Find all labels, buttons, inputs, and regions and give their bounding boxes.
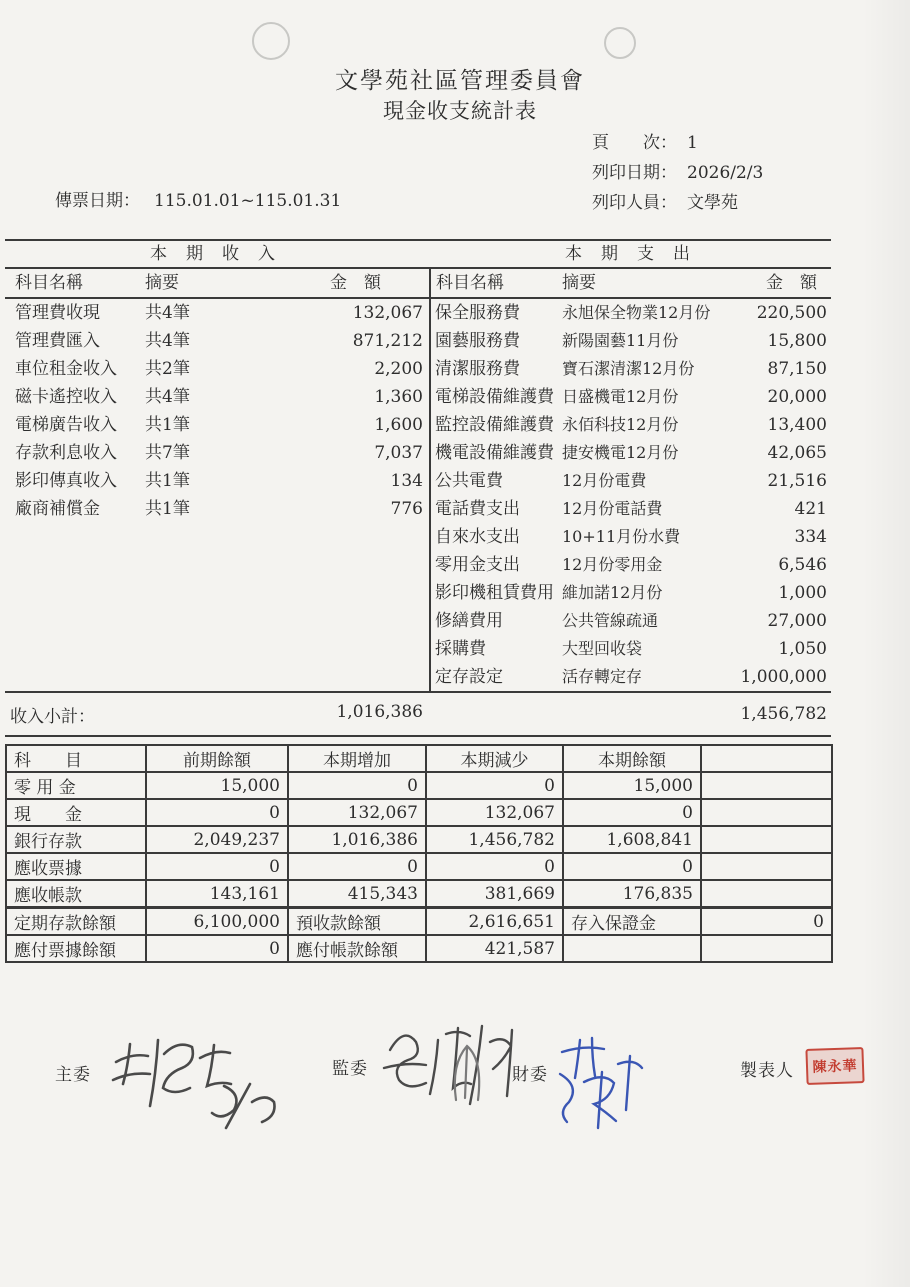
balance-row xyxy=(6,853,832,880)
income-account: 廠商補償金 xyxy=(15,499,100,519)
expense-account: 公共電費 xyxy=(435,471,503,491)
expense-summary: 12月份電費 xyxy=(562,471,647,490)
expense-summary: 寶石潔清潔12月份 xyxy=(562,359,695,378)
expense-amount: 421 xyxy=(794,499,827,519)
expense-account: 影印機租賃費用 xyxy=(435,583,554,603)
income-expense-table xyxy=(5,239,831,737)
finance-signature xyxy=(548,1028,666,1136)
balance-cell: 0 xyxy=(563,799,701,826)
balance-summary-table xyxy=(5,744,833,963)
balance-cell: 0 xyxy=(701,908,832,936)
expense-amount: 27,000 xyxy=(767,611,827,631)
income-summary: 共2筆 xyxy=(145,359,190,379)
balance-cell: 預收款餘額 xyxy=(288,908,426,936)
income-summary: 共4筆 xyxy=(145,387,190,407)
income-row xyxy=(5,439,429,467)
income-header-summary: 摘要 xyxy=(145,273,179,293)
expense-summary: 12月份電話費 xyxy=(562,499,663,518)
income-account: 電梯廣告收入 xyxy=(15,415,117,435)
expense-account: 監控設備維護費 xyxy=(435,415,554,435)
balance-cell: 0 xyxy=(563,853,701,880)
income-amount: 2,200 xyxy=(374,359,423,379)
print-date-label: 列印日期： xyxy=(592,163,677,183)
balance-cell: 415,343 xyxy=(288,880,426,908)
expense-row xyxy=(431,523,831,551)
subtotal-row xyxy=(5,693,831,735)
income-amount: 776 xyxy=(390,499,423,519)
balance-header-current: 本期餘額 xyxy=(563,745,701,772)
expense-account: 保全服務費 xyxy=(435,303,520,323)
chair-label: 主委 xyxy=(55,1065,91,1085)
income-amount: 1,600 xyxy=(374,415,423,435)
income-amount: 134 xyxy=(390,471,423,491)
income-account: 磁卡遙控收入 xyxy=(15,387,117,407)
expense-account: 修繕費用 xyxy=(435,611,503,631)
expense-account: 機電設備維護費 xyxy=(435,443,554,463)
balance-cell: 0 xyxy=(288,772,426,799)
expense-summary: 日盛機電12月份 xyxy=(562,387,679,406)
expense-total-amount: 1,456,782 xyxy=(740,704,827,724)
expense-row xyxy=(431,607,831,635)
balance-cell: 421,587 xyxy=(426,935,563,962)
income-subtotal-amount: 1,016,386 xyxy=(336,701,423,722)
expense-section-title: 本 期 支 出 xyxy=(565,244,691,264)
balance-cell: 零 用 金 xyxy=(6,772,146,799)
income-row xyxy=(5,495,429,523)
expense-amount: 13,400 xyxy=(767,415,827,435)
finance-label: 財委 xyxy=(512,1065,548,1085)
expense-row xyxy=(431,635,831,663)
expense-account: 電話費支出 xyxy=(435,499,520,519)
document-subtitle: 現金收支統計表 xyxy=(383,99,537,123)
expense-row xyxy=(431,495,831,523)
balance-cell: 1,456,782 xyxy=(426,826,563,853)
expense-rows xyxy=(429,299,831,691)
balance-cell xyxy=(563,935,701,962)
document-title: 文學苑社區管理委員會 xyxy=(335,68,585,94)
balance-row xyxy=(6,826,832,853)
balance-cell xyxy=(701,799,832,826)
balance-cell: 143,161 xyxy=(146,880,288,908)
balance-header-prev: 前期餘額 xyxy=(146,745,288,772)
balance-cell: 定期存款餘額 xyxy=(6,908,146,936)
column-header-row xyxy=(5,269,831,299)
page-number-value: 1 xyxy=(687,133,698,153)
balance-cell: 1,016,386 xyxy=(288,826,426,853)
chair-signature xyxy=(100,1022,300,1137)
income-header-amount: 金 額 xyxy=(330,273,381,293)
income-summary: 共1筆 xyxy=(145,471,190,491)
balance-cell: 2,616,651 xyxy=(426,908,563,936)
expense-amount: 42,065 xyxy=(767,443,827,463)
income-summary: 共4筆 xyxy=(145,331,190,351)
supervisor-label: 監委 xyxy=(332,1059,368,1079)
income-column-headers xyxy=(5,269,429,297)
expense-summary: 10+11月份水費 xyxy=(562,527,681,546)
balance-row xyxy=(6,772,832,799)
income-row xyxy=(5,355,429,383)
expense-summary: 維加諾12月份 xyxy=(562,583,663,602)
expense-summary: 捷安機電12月份 xyxy=(562,443,679,462)
balance-cell: 381,669 xyxy=(426,880,563,908)
income-subtotal-label: 收入小計： xyxy=(10,706,95,727)
print-date-value: 2026/2/3 xyxy=(687,163,764,183)
expense-row xyxy=(431,355,831,383)
page-number-label: 頁 次： xyxy=(592,133,677,153)
income-account: 存款利息收入 xyxy=(15,443,117,463)
balance-cell: 1,608,841 xyxy=(563,826,701,853)
income-account: 影印傳真收入 xyxy=(15,471,117,491)
expense-summary: 公共管線疏通 xyxy=(562,611,659,630)
expense-row xyxy=(431,439,831,467)
income-amount: 7,037 xyxy=(374,443,423,463)
income-row xyxy=(5,327,429,355)
income-header-account: 科目名稱 xyxy=(15,273,83,293)
balance-cell: 0 xyxy=(426,853,563,880)
expense-summary: 活存轉定存 xyxy=(562,667,643,686)
balance-header-decrease: 本期減少 xyxy=(426,745,563,772)
income-subtotal xyxy=(5,702,429,727)
print-meta-block xyxy=(592,128,763,218)
income-row xyxy=(5,411,429,439)
expense-amount: 334 xyxy=(794,527,827,547)
income-amount: 871,212 xyxy=(352,331,423,351)
page-number-row xyxy=(592,128,763,158)
balance-header-increase: 本期增加 xyxy=(288,745,426,772)
income-summary: 共1筆 xyxy=(145,415,190,435)
expense-column-headers xyxy=(429,269,831,297)
balance-cell xyxy=(701,935,832,962)
income-amount: 132,067 xyxy=(352,303,423,323)
expense-header-amount: 金 額 xyxy=(766,273,817,293)
balance-cell: 0 xyxy=(146,853,288,880)
balance-cell: 應收票據 xyxy=(6,853,146,880)
balance-cell: 132,067 xyxy=(426,799,563,826)
balance-cell: 132,067 xyxy=(288,799,426,826)
balance-header-row xyxy=(6,745,832,772)
expense-summary: 永佰科技12月份 xyxy=(562,415,679,434)
expense-summary: 新陽園藝11月份 xyxy=(562,331,679,350)
balance-special-row xyxy=(6,908,832,936)
income-amount: 1,360 xyxy=(374,387,423,407)
expense-account: 電梯設備維護費 xyxy=(435,387,554,407)
balance-cell: 存入保證金 xyxy=(563,908,701,936)
balance-cell: 176,835 xyxy=(563,880,701,908)
expense-summary: 12月份零用金 xyxy=(562,555,663,574)
expense-amount: 87,150 xyxy=(767,359,827,379)
expense-row xyxy=(431,299,831,327)
balance-header-blank xyxy=(701,745,832,772)
punch-hole-right xyxy=(604,27,636,59)
print-user-row xyxy=(592,188,763,218)
balance-cell: 15,000 xyxy=(563,772,701,799)
balance-cell: 應付帳款餘額 xyxy=(288,935,426,962)
voucher-date-row xyxy=(55,186,341,211)
expense-summary: 大型回收袋 xyxy=(562,639,643,658)
expense-amount: 220,500 xyxy=(756,303,827,323)
expense-header-summary: 摘要 xyxy=(562,273,596,293)
income-row xyxy=(5,299,429,327)
balance-cell: 6,100,000 xyxy=(146,908,288,936)
expense-header-account: 科目名稱 xyxy=(436,273,504,293)
balance-cell: 現 金 xyxy=(6,799,146,826)
balance-cell xyxy=(701,853,832,880)
income-rows xyxy=(5,299,429,691)
expense-row xyxy=(431,411,831,439)
preparer-stamp: 陳永華 xyxy=(805,1047,864,1085)
expense-row xyxy=(431,327,831,355)
balance-cell xyxy=(701,880,832,908)
income-summary: 共1筆 xyxy=(145,499,190,519)
income-summary: 共7筆 xyxy=(145,443,190,463)
expense-row xyxy=(431,383,831,411)
income-section-title: 本 期 收 入 xyxy=(150,244,276,264)
balance-special-row xyxy=(6,935,832,962)
balance-cell: 應付票據餘額 xyxy=(6,935,146,962)
balance-cell: 0 xyxy=(146,799,288,826)
section-title-row xyxy=(5,241,831,269)
income-row xyxy=(5,383,429,411)
expense-amount: 21,516 xyxy=(767,471,827,491)
balance-cell: 15,000 xyxy=(146,772,288,799)
balance-cell xyxy=(701,826,832,853)
expense-account: 採購費 xyxy=(435,639,486,659)
balance-cell: 0 xyxy=(288,853,426,880)
income-summary: 共4筆 xyxy=(145,303,190,323)
balance-row xyxy=(6,799,832,826)
expense-summary: 永旭保全物業12月份 xyxy=(562,303,711,322)
supervisor-signature xyxy=(372,1012,522,1117)
balance-cell: 應收帳款 xyxy=(6,880,146,908)
print-date-row xyxy=(592,158,763,188)
punch-hole-left xyxy=(252,22,290,60)
expense-amount: 20,000 xyxy=(767,387,827,407)
voucher-date-label: 傳票日期： xyxy=(55,191,140,211)
supervisor-signature-flourish xyxy=(448,1038,490,1104)
expense-row xyxy=(431,551,831,579)
expense-row xyxy=(431,663,831,691)
income-row xyxy=(5,467,429,495)
expense-account: 自來水支出 xyxy=(435,527,520,547)
expense-account: 定存設定 xyxy=(435,667,503,687)
balance-cell: 0 xyxy=(426,772,563,799)
expense-account: 園藝服務費 xyxy=(435,331,520,351)
expense-amount: 1,050 xyxy=(778,639,827,659)
expense-row xyxy=(431,579,831,607)
expense-amount: 1,000 xyxy=(778,583,827,603)
expense-row xyxy=(431,467,831,495)
balance-cell: 2,049,237 xyxy=(146,826,288,853)
expense-account: 零用金支出 xyxy=(435,555,520,575)
income-account: 管理費收現 xyxy=(15,303,100,323)
expense-amount: 6,546 xyxy=(778,555,827,575)
expense-amount: 15,800 xyxy=(767,331,827,351)
balance-row xyxy=(6,880,832,908)
income-account: 管理費匯入 xyxy=(15,331,100,351)
balance-cell: 0 xyxy=(146,935,288,962)
table-body xyxy=(5,299,831,693)
print-user-value: 文學苑 xyxy=(687,193,738,213)
voucher-date-value: 115.01.01~115.01.31 xyxy=(154,191,342,211)
balance-header-account: 科 目 xyxy=(6,745,146,772)
expense-account: 清潔服務費 xyxy=(435,359,520,379)
preparer-label: 製表人 xyxy=(740,1061,794,1081)
income-account: 車位租金收入 xyxy=(15,359,117,379)
balance-cell: 銀行存款 xyxy=(6,826,146,853)
expense-amount: 1,000,000 xyxy=(740,667,827,687)
balance-cell xyxy=(701,772,832,799)
print-user-label: 列印人員： xyxy=(592,193,677,213)
